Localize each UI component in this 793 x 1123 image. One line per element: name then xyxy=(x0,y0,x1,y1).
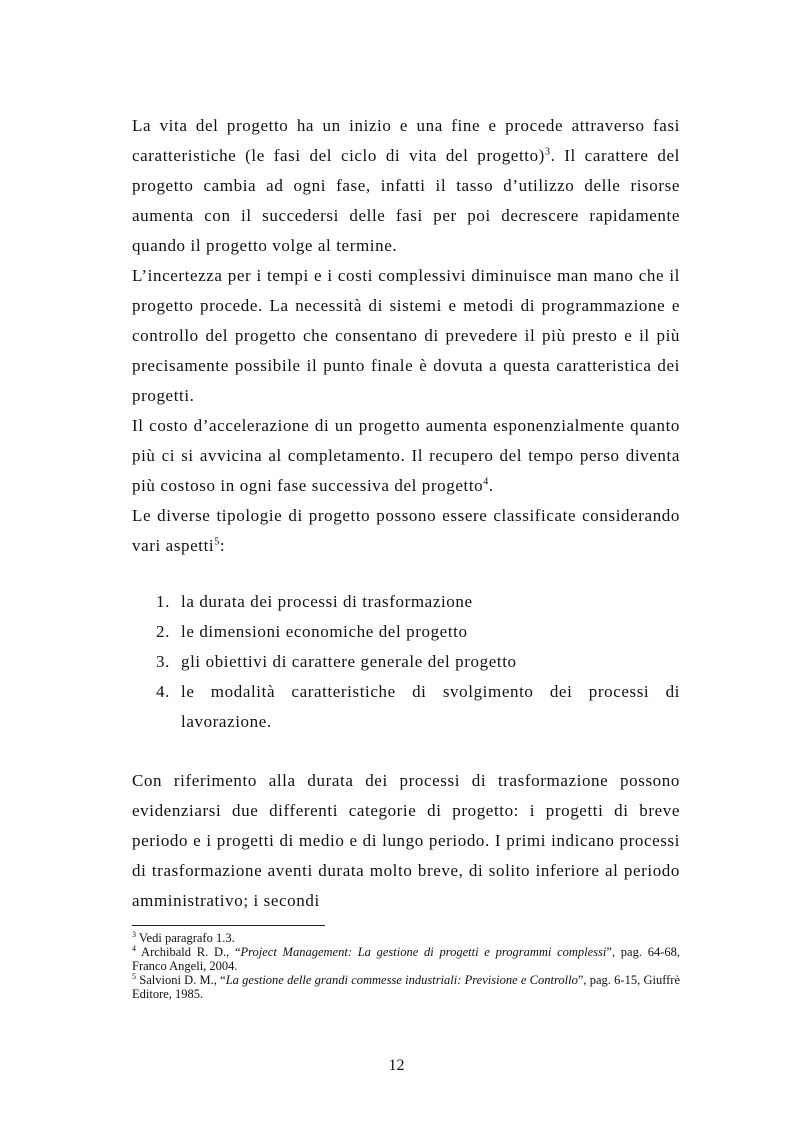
footnote-book-title: La gestione delle grandi commesse industriali: Previsione e Controllo xyxy=(225,973,578,987)
aspects-list xyxy=(132,587,680,737)
footnote-5 xyxy=(132,973,680,1001)
paragraph-3 xyxy=(132,411,680,501)
footnote-text: Archibald R. D., “ xyxy=(141,945,241,959)
footnote-book-title: Project Management: La gestione di progetti e programmi complessi xyxy=(240,945,607,959)
footnote-separator xyxy=(132,925,325,926)
footnote-4 xyxy=(132,945,680,973)
paragraph-4 xyxy=(132,501,680,561)
paragraph-text: Il costo d’accelerazione di un progetto aumenta esponenzialmente quanto più ci si avvicina al completamento. Il recupero del tempo perso diventa più costoso in ogni fase successiva del progetto xyxy=(132,416,680,495)
footnote-text: Salvioni D. M., “ xyxy=(139,973,226,987)
list-item xyxy=(132,677,680,737)
footnote-number: 4 xyxy=(132,943,136,953)
list-number: 4. xyxy=(156,682,170,701)
footnote-ref[interactable]: 5 xyxy=(214,536,220,548)
list-number: 1. xyxy=(156,592,170,611)
footnote-ref[interactable]: 4 xyxy=(483,476,489,488)
footnote-3 xyxy=(132,931,680,945)
footnote-ref[interactable]: 3 xyxy=(544,146,551,158)
paragraph-1 xyxy=(132,111,680,261)
list-number: 3. xyxy=(156,652,170,671)
footnotes xyxy=(132,931,680,1001)
paragraph-text: : xyxy=(219,536,226,555)
footnote-number: 5 xyxy=(132,971,136,981)
footnote-text: Vedi paragrafo 1.3. xyxy=(138,931,235,945)
paragraph-2: L’incertezza per i tempi e i costi complessivi diminuisce man mano che il progetto procede. La necessità di sistemi e metodi di programmazione e controllo del progetto che consentano di prevedere il più presto e il più precisamente possibile il punto finale è dovuta a questa caratteristica dei progetti. xyxy=(132,266,680,405)
footnote-number: 3 xyxy=(132,929,136,939)
paragraph-text: Le diverse tipologie di progetto possono essere classificate considerando vari aspetti xyxy=(132,506,680,555)
list-item xyxy=(132,647,680,677)
footnote-text: ”, pag. 6-15, Giuffrè Editore, 1985. xyxy=(132,973,681,1001)
list-item xyxy=(132,587,680,617)
paragraph-text: . Il carattere del progetto cambia ad ogni fase, infatti il tasso d’utilizzo delle risorse aumenta con il succedersi delle fasi per poi decrescere rapidamente quando il progetto volge al termine. xyxy=(132,146,680,255)
paragraph-text: . xyxy=(488,476,494,495)
body-text xyxy=(132,111,680,561)
list-item-text: gli obiettivi di carattere generale del progetto xyxy=(181,652,517,671)
paragraph-5: Con riferimento alla durata dei processi di trasformazione possono evidenziarsi due differenti categorie di progetto: i progetti di breve periodo e i progetti di medio e di lungo periodo. I primi indicano processi di trasformazione aventi durata molto breve, di solito inferiore al periodo amministrativo; i secondi xyxy=(132,771,680,910)
list-number: 2. xyxy=(156,622,170,641)
paragraph-text: La vita del progetto ha un inizio e una fine e procede attraverso fasi caratteristiche (le fasi del ciclo di vita del progetto) xyxy=(132,116,680,165)
page-number: 12 xyxy=(388,1057,405,1074)
body-text-continued xyxy=(132,766,680,916)
list-item-text: le modalità caratteristiche di svolgimento dei processi di lavorazione. xyxy=(181,682,680,731)
list-item-text: le dimensioni economiche del progetto xyxy=(181,622,468,641)
list-item xyxy=(132,617,680,647)
footnote-text: ”, pag. 64-68, Franco Angeli, 2004. xyxy=(132,945,680,973)
list-item-text: la durata dei processi di trasformazione xyxy=(181,592,473,611)
